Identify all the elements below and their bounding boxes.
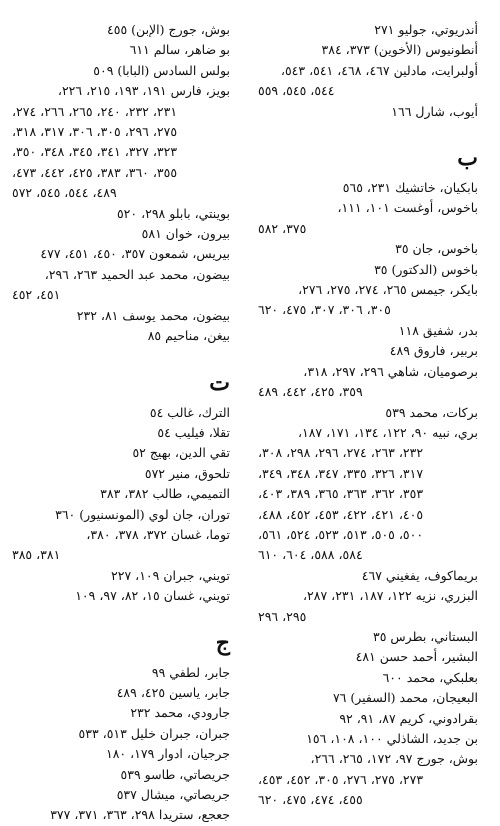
index-column-left: [0, 20, 250, 823]
index-entry-continuation: ٣١٧، ٣٢٦، ٣٣٥، ٣٤٧، ٣٤٨، ٣٤٩،: [258, 465, 424, 481]
index-entry: بابكيان، خاتشيك ٢٣١، ٥٦٥: [342, 180, 478, 196]
index-entry: برصوميان، شاهي ٢٩٦، ٢٩٧، ٣١٨،: [303, 363, 478, 379]
index-entry: بولس السادس (البابا) ٥٠٩: [93, 62, 230, 78]
index-entry: جابر، لطفي ٩٩: [151, 664, 230, 680]
index-entry: بعلبكي، محمد ٦٠٠: [382, 669, 478, 685]
index-entry: أنطونيوس (الأخوين) ٣٧٣، ٣٨٤: [321, 42, 478, 58]
index-entry-continuation: ٤٠٥، ٤٢١، ٤٢٢، ٤٥٣، ٤٥٢، ٤٨٨،: [258, 506, 424, 522]
index-entry-continuation: ٣٨١، ٣٨٥: [12, 547, 61, 563]
index-entry: جابر، ياسين ٤٢٥، ٤٨٩: [116, 684, 230, 700]
index-entry: أيوب، شارل ١٦٦: [391, 103, 478, 119]
index-entry: بيغن، مناحيم ٨٥: [147, 328, 230, 344]
index-entry: تقي الدين، بهيج ٥٢: [132, 445, 230, 461]
index-entry: بن جديد، الشاذلي ١٠٠، ١٠٨، ١٥٦: [306, 731, 478, 746]
index-entry: بري، نبيه ٩٠، ١٢٢، ١٣٤، ١٧١، ١٨٧،: [297, 424, 478, 440]
index-entry: بيرون، خوان ٥٨١: [141, 226, 230, 242]
index-entry-continuation: ٤٨٩، ٥٤٤، ٥٤٥، ٥٧٢: [12, 185, 117, 201]
index-entry-continuation: ٥٨٤، ٥٨٨، ٦٠٤، ٦١٠: [258, 547, 363, 563]
section-gap: [258, 122, 478, 136]
index-entry-continuation: ٣٧٥، ٥٨٢: [258, 220, 307, 236]
index-entry: بركات، محمد ٥٣٩: [385, 404, 478, 420]
index-entry: بوينتي، بابلو ٢٩٨، ٥٢٠: [116, 205, 230, 221]
index-entry-continuation: ٣٥٥، ٣٦٠، ٣٨٣، ٤٢٥، ٤٤٢، ٤٧٣،: [12, 164, 178, 180]
index-entry: بربير، فاروق ٤٨٩: [389, 343, 478, 359]
index-entry: تويني، غسان ١٥، ٨٢، ٩٧، ١٠٩: [75, 588, 230, 604]
index-entry: الترك، غالب ٥٤: [149, 404, 230, 420]
index-entry: جارودي، محمد ٢٣٢: [130, 705, 230, 721]
index-column-right: [250, 20, 500, 808]
index-entry: البزري، نزيه ١٢٢، ١٨٧، ٢٣١، ٢٨٧،: [302, 588, 478, 604]
section-letter-heading: ج: [215, 629, 230, 656]
index-entry: جريصاتي، طاسو ٥٣٩: [120, 766, 230, 782]
index-entry: جعجع، ستريدا ٢٩٨، ٣٦٣، ٣٧١، ٣٧٧: [50, 807, 230, 823]
index-entry-continuation: ٢٣١، ٢٣٢، ٢٤٠، ٢٦٥، ٢٦٦، ٢٧٤،: [12, 103, 178, 119]
index-entry-continuation: ٣٥٣، ٣٦٢، ٣٦٣، ٣٦٥، ٣٨٩، ٤٠٣،: [258, 486, 424, 502]
index-entry-continuation: ٤٥٥، ٤٧٤، ٤٧٥، ٦٢٠: [258, 792, 363, 808]
index-entry: جرجيان، ادوار ١٧٩، ١٨٠: [105, 746, 230, 762]
section-gap: [12, 607, 230, 621]
index-entry: بوش، جورج (الإبن) ٤٥٥: [107, 22, 230, 37]
index-entry: بو ضاهر، سالم ٦١١: [129, 42, 230, 58]
index-entry-continuation: ٥٤٤، ٥٤٥، ٥٥٩: [258, 83, 335, 99]
index-entry: تقلا، فيليب ٥٤: [157, 424, 230, 440]
index-entry: جبران، جبران خليل ٥١٣، ٥٣٣: [78, 725, 230, 741]
index-entry: بايكر، جيمس ٢٦٥، ٢٧٤، ٢٧٥، ٢٧٦،: [298, 282, 478, 298]
index-entry: بيضون، محمد يوسف ٨١، ٢٣٢: [76, 307, 230, 323]
index-entry: تويني، جبران ١٠٩، ٢٢٧: [111, 567, 230, 583]
index-entry-continuation: ٤٥١، ٤٥٢: [12, 287, 61, 303]
index-entry: جريصاتي، ميشال ٥٣٧: [116, 787, 230, 802]
index-entry: أولبرايت، مادلين ٤٦٧، ٤٦٨، ٥٤١، ٥٤٣،: [280, 62, 478, 78]
index-entry: توما، غسان ٣٧٢، ٣٧٨، ٣٨٠،: [86, 526, 230, 542]
index-entry: بوش، جورج ٩٧، ١٧٢، ٢٦٥، ٢٦٦،: [310, 751, 478, 767]
index-entry: البستاني، بطرس ٣٥: [373, 628, 478, 644]
index-entry: البعيجان، محمد (السفير) ٧٦: [332, 690, 478, 706]
index-entry-continuation: ٣٠٥، ٣٠٦، ٣٠٧، ٤٧٥، ٦٢٠: [258, 302, 391, 318]
index-entry: بريماكوف، يفغيني ٤٦٧: [361, 567, 478, 583]
index-entry-continuation: ٢٩٥، ٢٩٦: [258, 608, 307, 624]
index-entry-continuation: ٢٧٣، ٢٧٥، ٢٧٦، ٣٠٥، ٤٥٢، ٤٥٣،: [258, 771, 424, 787]
index-entry: بويز، فارس ١٩١، ١٩٣، ٢١٥، ٢٢٦،: [57, 83, 230, 99]
index-entry: بدر، شفيق ١١٨: [398, 322, 478, 338]
section-letter-heading: ب: [457, 145, 478, 172]
index-entry-continuation: ٢٣٢، ٢٦٣، ٢٧٤، ٢٩٦، ٢٩٨، ٣٠٨،: [258, 445, 424, 461]
index-entry: بقرادوني، كريم ٨٧، ٩١، ٩٢: [339, 710, 478, 726]
index-entry-continuation: ٢٧٥، ٢٩٦، ٣٠٥، ٣٠٦، ٣١٧، ٣١٨،: [12, 124, 178, 140]
section-gap: [12, 347, 230, 361]
index-entry: باخوس، جان ٣٥: [395, 241, 478, 257]
index-entry: باخوس (الدكتور) ٣٥: [374, 261, 478, 277]
index-entry: باخوس، أوغست ١٠١، ١١١،: [337, 200, 478, 216]
index-entry: البشير، أحمد حسن ٤٨١: [355, 649, 478, 665]
index-entry-continuation: ٣٢٣، ٣٢٧، ٣٤١، ٣٤٥، ٣٤٨، ٣٥٠،: [12, 144, 178, 160]
index-entry: تلحوق، منير ٥٧٢: [144, 465, 230, 481]
index-entry: أندريوتي، جوليو ٢٧١: [374, 22, 478, 37]
index-entry: توران، جان لوي (المونسنيور) ٣٦٠: [55, 506, 230, 522]
index-entry-continuation: ٣٥٩، ٤٢٥، ٤٤٢، ٤٨٩: [258, 384, 363, 400]
index-entry: التميمي، طالب ٣٨٢، ٣٨٣: [100, 486, 230, 502]
section-letter-heading: ت: [209, 369, 230, 396]
index-entry-continuation: ٥٠٠، ٥٠٥، ٥١٣، ٥٢٣، ٥٢٤، ٥٦١،: [258, 526, 424, 542]
index-entry: بيضون، محمد عبد الحميد ٢٦٣، ٢٩٦،: [44, 266, 230, 282]
index-entry: بيريس، شمعون ٣٥٧، ٤٥٠، ٤٥١، ٤٧٧: [40, 246, 230, 262]
